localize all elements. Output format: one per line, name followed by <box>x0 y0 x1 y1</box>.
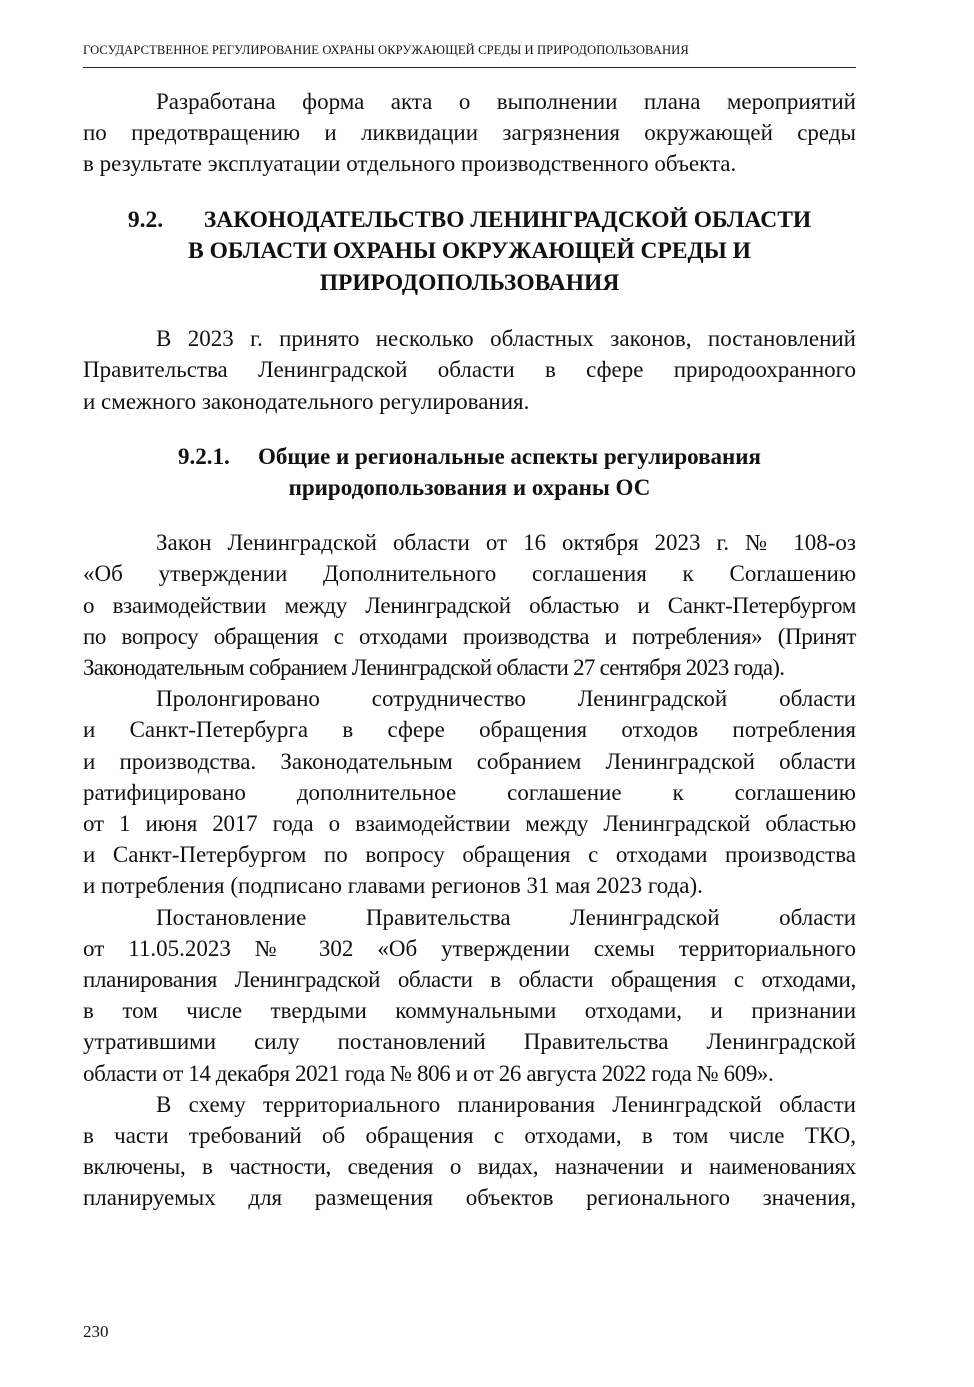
text-line: в части требований об обращения с отходами, в том числе ТКО, <box>83 1122 856 1148</box>
text-line: в том числе твердыми коммунальными отходами, и признании <box>83 998 856 1024</box>
subsection-title-line: Общие и региональные аспекты регулирования <box>258 443 761 469</box>
body-paragraph-3 <box>83 902 856 1089</box>
text-line: в результате эксплуатации отдельного производственного объекта. <box>83 151 737 177</box>
text-line: В 2023 г. принято несколько областных законов, постановлений <box>156 326 856 352</box>
section-title-line: В ОБЛАСТИ ОХРАНЫ ОКРУЖАЮЩЕЙ СРЕДЫ И <box>188 238 751 265</box>
intro-paragraph <box>83 86 856 180</box>
text-line: и Санкт-Петербургом по вопросу обращения с отходами производства <box>83 842 856 868</box>
text-line: Правительства Ленинградской области в сфере природоохранного <box>83 357 856 383</box>
text-line: «Об утверждении Дополнительного соглашения к Соглашению <box>83 561 856 587</box>
subsection-number: 9.2.1. <box>178 443 230 469</box>
text-line: по вопросу обращения с отходами производства и потребления» (Принят <box>83 623 856 649</box>
text-line: планирования Ленинградской области в области обращения с отходами, <box>83 966 856 992</box>
section-title-line: ЗАКОНОДАТЕЛЬСТВО ЛЕНИНГРАДСКОЙ ОБЛАСТИ <box>203 206 812 233</box>
text-line: ратифицировано дополнительное соглашение к соглашению <box>83 779 856 805</box>
section-number: 9.2. <box>127 206 164 233</box>
text-line: и потребления (подписано главами регионов 31 мая 2023 года). <box>83 873 703 899</box>
header-rule <box>83 67 856 68</box>
section-title-line: ПРИРОДОПОЛЬЗОВАНИЯ <box>319 269 620 296</box>
text-line: В схему территориального планирования Ленинградской области <box>156 1091 856 1117</box>
subsection-title-line: природопользования и охраны ОС <box>288 474 651 500</box>
text-line: по предотвращению и ликвидации загрязнения окружающей среды <box>83 120 856 146</box>
section-heading-line-1 <box>128 205 811 237</box>
text-line: области от 14 декабря 2021 года № 806 и от 26 августа 2022 года № 609». <box>83 1060 774 1086</box>
text-line: Пролонгировано сотрудничество Ленинградской области <box>156 686 856 712</box>
body-paragraph-1 <box>83 527 856 683</box>
text-line: Постановление Правительства Ленинградской области <box>156 904 856 930</box>
subsection-heading-line-1 <box>178 441 761 472</box>
text-line: Закон Ленинградской области от 16 октября 2023 г. № 108-оз <box>156 530 856 556</box>
body-paragraph-4 <box>83 1089 856 1214</box>
page-number: 230 <box>83 1322 109 1341</box>
text-line: утратившими силу постановлений Правительства Ленинградской <box>83 1029 856 1055</box>
running-header: ГОСУДАРСТВЕННОЕ РЕГУЛИРОВАНИЕ ОХРАНЫ ОКРУЖАЮЩЕЙ СРЕДЫ И ПРИРОДОПОЛЬЗОВАНИЯ <box>83 43 689 57</box>
text-line: и Санкт-Петербурга в сфере обращения отходов потребления <box>83 717 856 743</box>
text-line: Законодательным собранием Ленинградской области 27 сентября 2023 года). <box>83 654 785 680</box>
page-body <box>83 86 856 1214</box>
text-line: от 1 июня 2017 года о взаимодействии между Ленинградской областью <box>83 810 856 836</box>
text-line: и смежного законодательного регулирования. <box>83 388 530 414</box>
text-line: включены, в частности, сведения о видах, назначении и наименованиях <box>83 1154 856 1180</box>
section-heading <box>83 205 856 300</box>
text-line: от 11.05.2023 № 302 «Об утверждении схемы территориального <box>83 935 856 961</box>
subsection-heading <box>83 441 856 503</box>
text-line: планируемых для размещения объектов регионального значения, <box>83 1185 856 1211</box>
text-line: Разработана форма акта о выполнении плана мероприятий <box>156 89 856 114</box>
body-paragraph-2 <box>83 683 856 901</box>
section-paragraph <box>83 323 856 417</box>
text-line: о взаимодействии между Ленинградской областью и Санкт-Петербургом <box>83 592 856 618</box>
text-line: и производства. Законодательным собранием Ленинградской области <box>83 748 856 774</box>
